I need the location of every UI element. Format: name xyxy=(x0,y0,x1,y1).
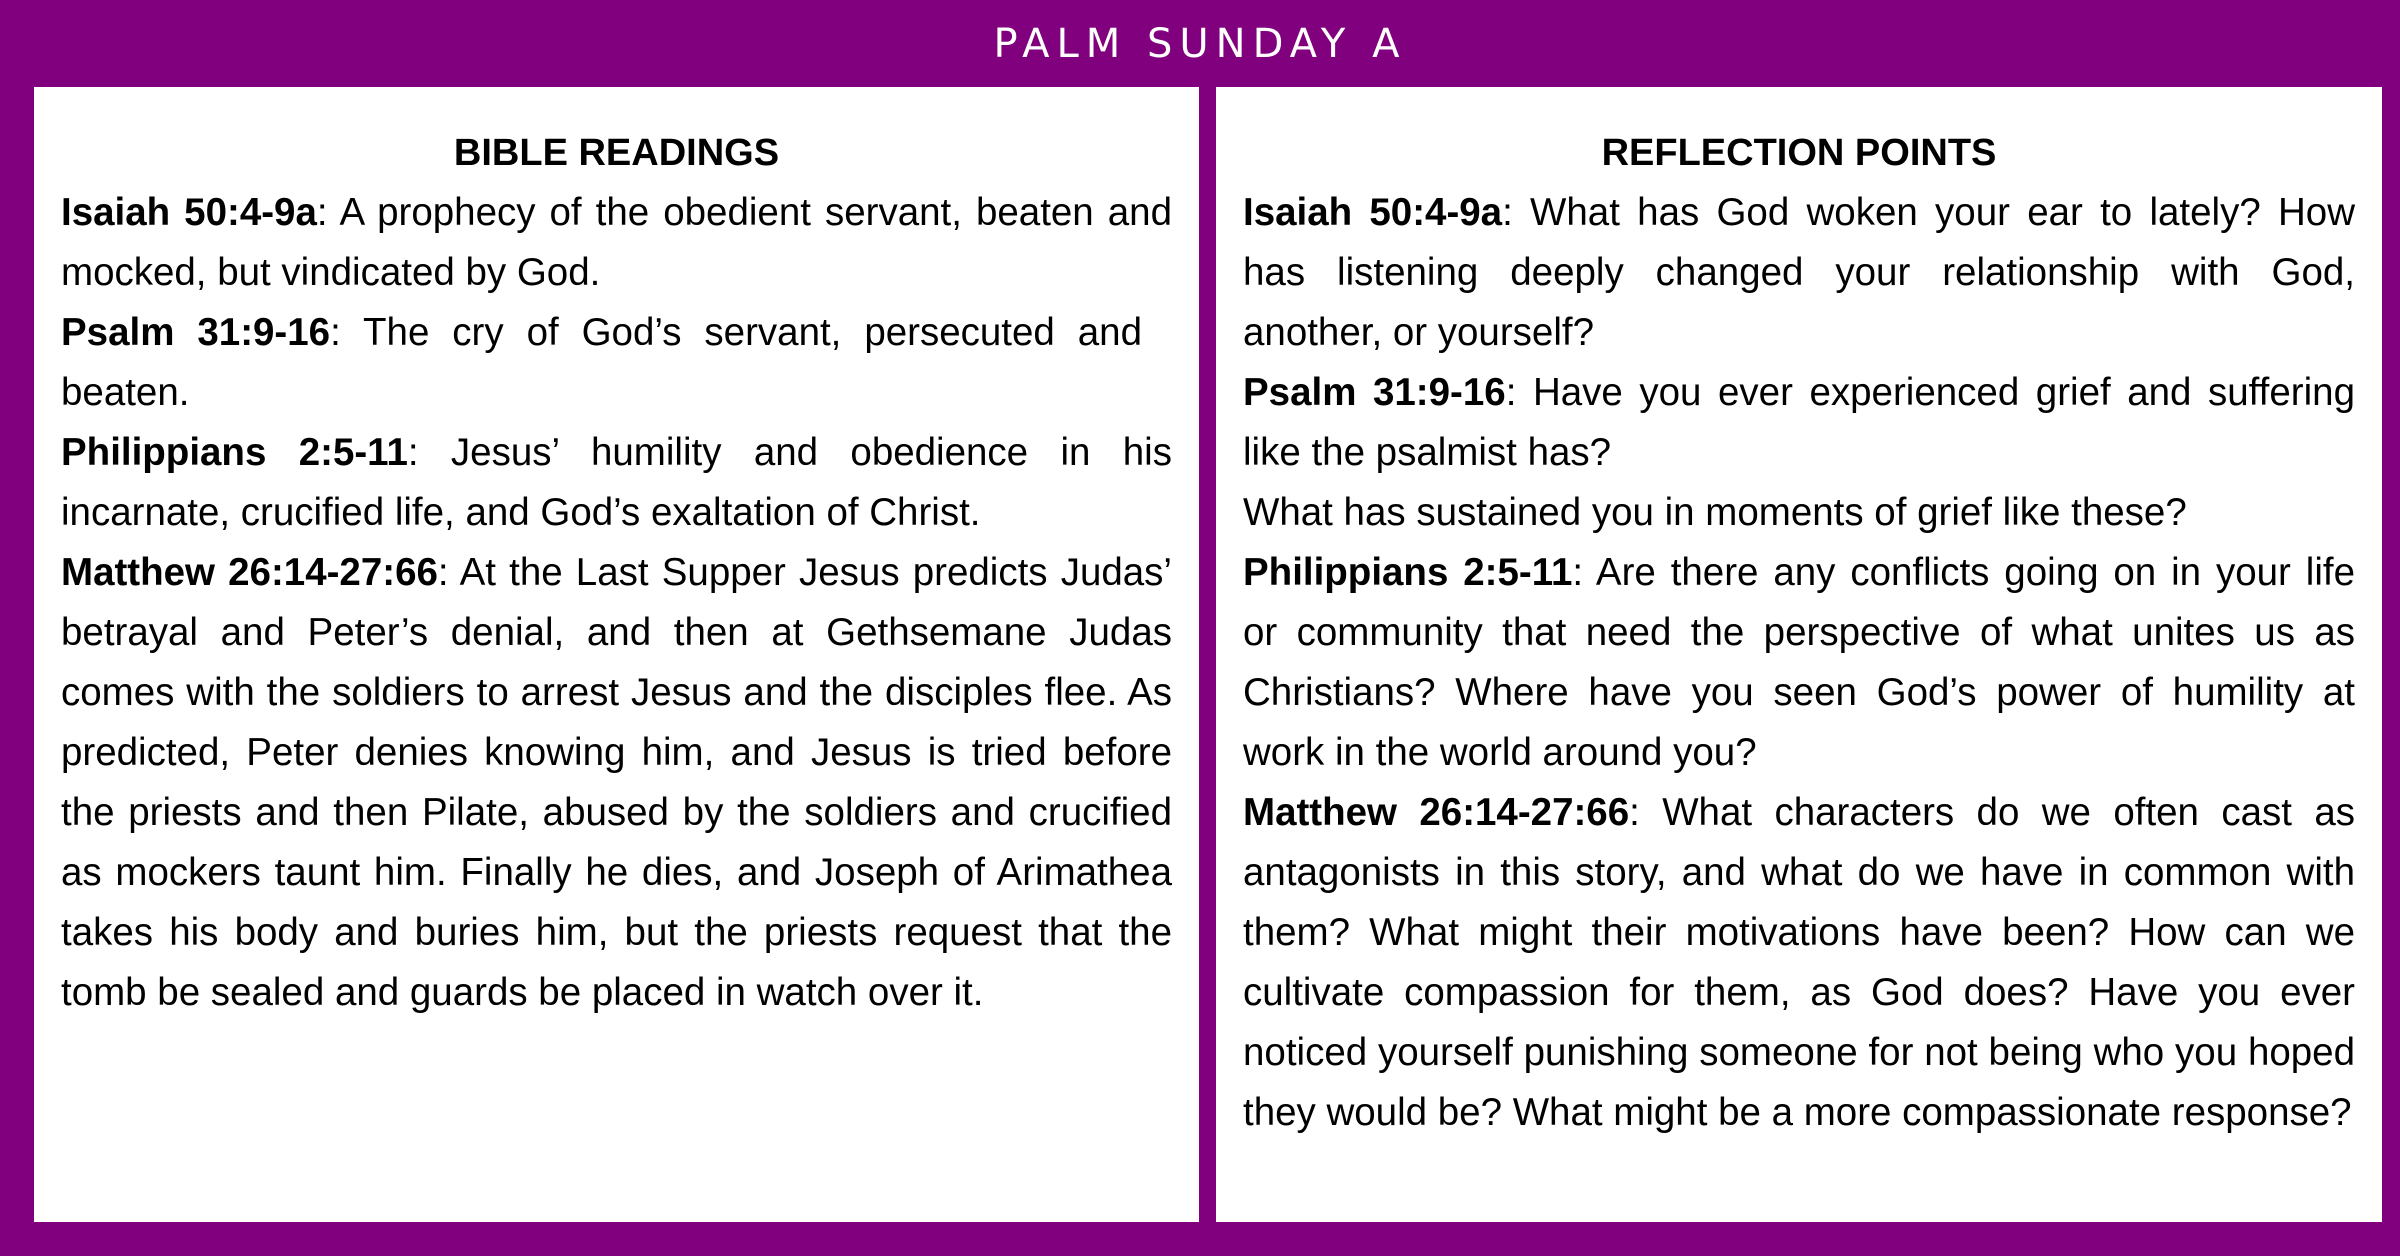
reflection-entry-matthew xyxy=(1243,783,2355,1143)
reading-entry-psalm xyxy=(61,303,1172,423)
reflection-text: : What characters do we often cast as antagonists in this story, and what do we have in common with them? What might their motivations have been? How can we cultivate compassion for them, as God does? Have you ever noticed yourself punishing someone for not being who you hoped they would be? What might be a more compassionate response? xyxy=(1243,791,2355,1134)
reading-text: : Jesus’ humility and obedience in his incarnate, crucified life, and God’s exaltation of Christ. xyxy=(61,431,1172,534)
reflection-ref: Psalm 31:9-16 xyxy=(1243,371,1506,414)
page-title: PALM SUNDAY A xyxy=(993,20,1407,67)
reflection-text: : What has God woken your ear to lately? How has listening deeply changed your relationship with God, another, or yourself? xyxy=(1243,191,2355,354)
reflection-points-heading: REFLECTION POINTS xyxy=(1601,132,1997,174)
reading-entry-isaiah xyxy=(61,183,1172,303)
reflection-entry-psalm xyxy=(1243,363,2355,483)
reading-entry-philippians xyxy=(61,423,1172,543)
header-bar xyxy=(0,0,2400,87)
reading-text: : At the Last Supper Jesus predicts Judas’ betrayal and Peter’s denial, and then at Gethsemane Judas comes with the soldiers to arrest Jesus and the disciples flee. As predicted, Peter denies knowing him, and Jesus is tried before the priests and then Pilate, abused by the soldiers and crucified as mockers taunt him. Finally he dies, and Joseph of Arimathea takes his body and buries him, but the priests request that the tomb be sealed and guards be placed in watch over it. xyxy=(61,551,1172,1014)
reading-ref: Isaiah 50:4-9a xyxy=(61,191,317,234)
reflection-entry-philippians xyxy=(1243,543,2355,783)
reflection-ref: Philippians 2:5-11 xyxy=(1243,551,1573,594)
reading-text: : The cry of God’s servant, persecuted and beaten. xyxy=(61,311,1142,414)
bible-readings-heading: BIBLE READINGS xyxy=(453,132,780,174)
reading-ref: Matthew 26:14-27:66 xyxy=(61,551,438,594)
reading-ref: Philippians 2:5-11 xyxy=(61,431,408,474)
reading-entry-matthew xyxy=(61,543,1172,1023)
reflection-text: : Are there any conflicts going on in your life or community that need the perspective of what unites us as Christians? Where have you seen God’s power of humility at work in the world around you? xyxy=(1243,551,2355,774)
reflection-ref: Matthew 26:14-27:66 xyxy=(1243,791,1630,834)
reflection-entry-psalm-followup xyxy=(1243,483,2355,543)
reflection-text: What has sustained you in moments of grief like these? xyxy=(1243,491,2187,534)
reflection-text: : Have you ever experienced grief and suffering like the psalmist has? xyxy=(1243,371,2355,474)
bible-readings-panel xyxy=(34,87,1199,1222)
reading-ref: Psalm 31:9-16 xyxy=(61,311,331,354)
reflection-ref: Isaiah 50:4-9a xyxy=(1243,191,1503,234)
reflection-points-panel xyxy=(1216,87,2382,1222)
reading-text: : A prophecy of the obedient servant, beaten and mocked, but vindicated by God. xyxy=(61,191,1172,294)
reflection-entry-isaiah xyxy=(1243,183,2355,363)
